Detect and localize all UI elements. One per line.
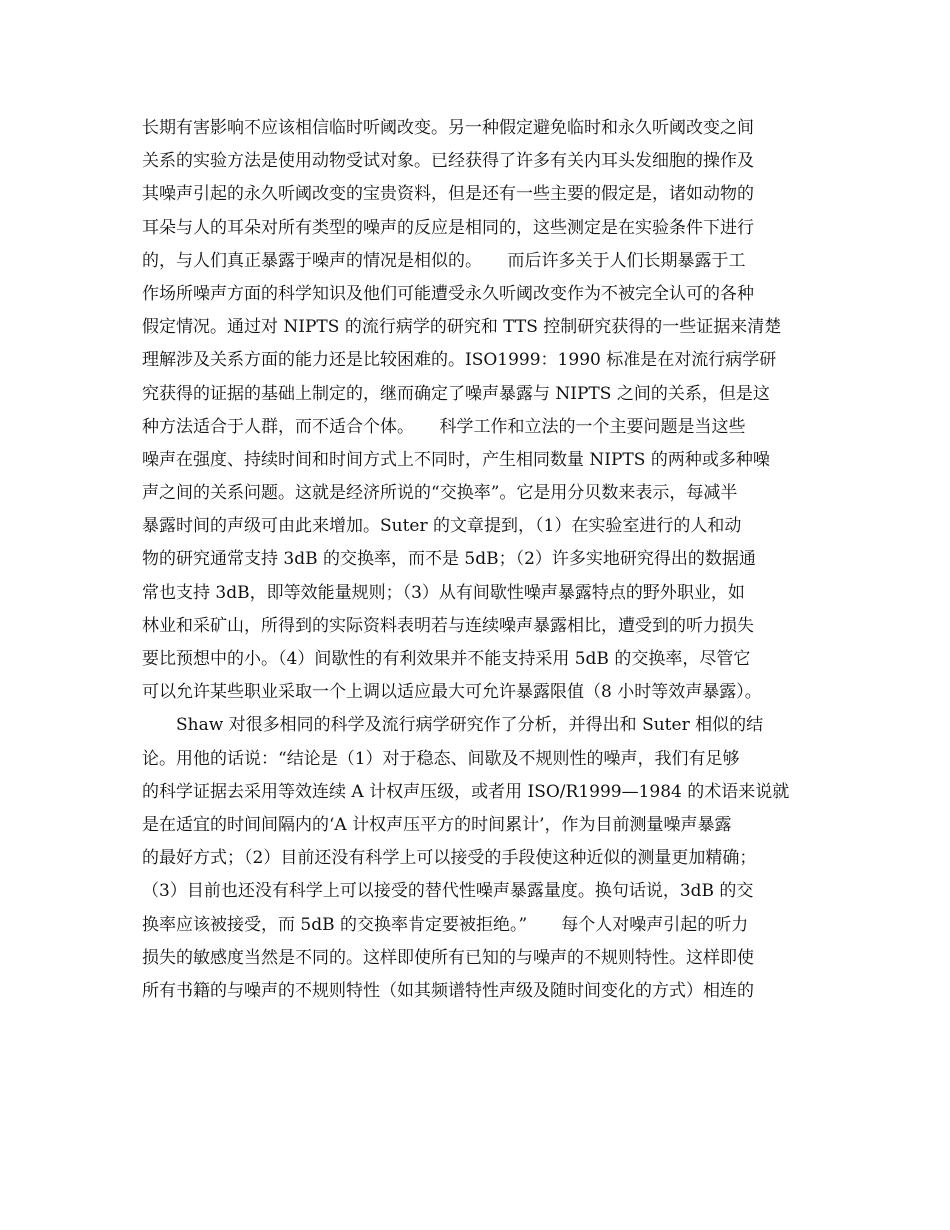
text-line: Shaw 对很多相同的科学及流行病学研究作了分析，并得出和 Suter 相似的结: [142, 715, 764, 736]
text-line: 换率应该被接受，而 5dB 的交换率肯定要被拒绝。” 每个人对噪声引起的听力: [142, 914, 749, 935]
text-line: （3）目前也还没有科学上可以接受的替代性噪声暴露量度。换句话说，3dB 的交: [142, 881, 754, 902]
text-line: 林业和采矿山，所得到的实际资料表明若与连续噪声暴露相比，遭受到的听力损失: [142, 615, 754, 636]
document-body: [142, 112, 822, 1008]
text-line: 所有书籍的与噪声的不规则特性（如其频谱特性声级及随时间变化的方式）相连的: [142, 980, 754, 1001]
text-line: 的，与人们真正暴露于噪声的情况是相似的。 而后许多关于人们长期暴露于工: [142, 250, 746, 271]
text-line: 损失的敏感度当然是不同的。这样即使所有已知的与噪声的不规则特性。这样即使: [142, 947, 754, 968]
text-line: 假定情况。通过对 NIPTS 的流行病学的研究和 TTS 控制研究获得的一些证据来清楚: [142, 317, 782, 338]
text-line: 究获得的证据的基础上制定的，继而确定了噪声暴露与 NIPTS 之间的关系，但是这: [142, 383, 770, 404]
text-line: 声之间的关系问题。这就是经济所说的“交换率”。它是用分贝数来表示，每减半: [142, 483, 738, 504]
text-line: 论。用他的话说：“结论是（1）对于稳态、间歇及不规则性的噪声，我们有足够: [142, 748, 740, 769]
text-line: 要比预想中的小。（4）间歇性的有利效果并不能支持采用 5dB 的交换率，尽管它: [142, 649, 751, 669]
text-line: 的最好方式；（2）目前还没有科学上可以接受的手段使这种近似的测量更加精确；: [142, 848, 757, 869]
text-line: 作场所噪声方面的科学知识及他们可能遭受永久听阈改变作为不被完全认可的各种: [142, 283, 754, 304]
text-line: 长期有害影响不应该相信临时听阈改变。另一种假定避免临时和永久听阈改变之间: [142, 118, 754, 138]
text-line: 噪声在强度、持续时间和时间方式上不同时，产生相同数量 NIPTS 的两种或多种噪: [142, 449, 770, 470]
text-line: 是在适宜的时间间隔内的‘A 计权声压平方的时间累计’，作为目前测量噪声暴露: [142, 814, 732, 835]
text-line: 耳朵与人的耳朵对所有类型的噪声的反应是相同的，这些测定是在实验条件下进行: [142, 217, 754, 238]
text-line: 其噪声引起的永久听阈改变的宝贵资料，但是还有一些主要的假定是，诸如动物的: [142, 184, 754, 205]
text-line: 理解涉及关系方面的能力还是比较困难的。ISO1999：1990 标准是在对流行病学研: [142, 350, 777, 371]
text-line: 关系的实验方法是使用动物受试对象。已经获得了许多有关内耳头发细胞的操作及: [142, 151, 754, 172]
text-line: 物的研究通常支持 3dB 的交换率，而不是 5dB；（2）许多实地研究得出的数据通: [142, 549, 756, 570]
text-line: 种方法适合于人群，而不适合个体。 科学工作和立法的一个主要问题是当这些: [142, 416, 746, 437]
text-line: 暴露时间的声级可由此来增加。Suter 的文章提到，（1）在实验室进行的人和动: [142, 516, 742, 537]
text-line: 可以允许某些职业采取一个上调以适应最大可允许暴露限值（8 小时等效声暴露）。: [142, 682, 762, 703]
text-line: 常也支持 3dB，即等效能量规则；（3）从有间歇性噪声暴露特点的野外职业，如: [142, 582, 745, 603]
text-line: 的科学证据去采用等效连续 A 计权声压级，或者用 ISO/R1999—1984 的术语来说就: [142, 781, 790, 802]
